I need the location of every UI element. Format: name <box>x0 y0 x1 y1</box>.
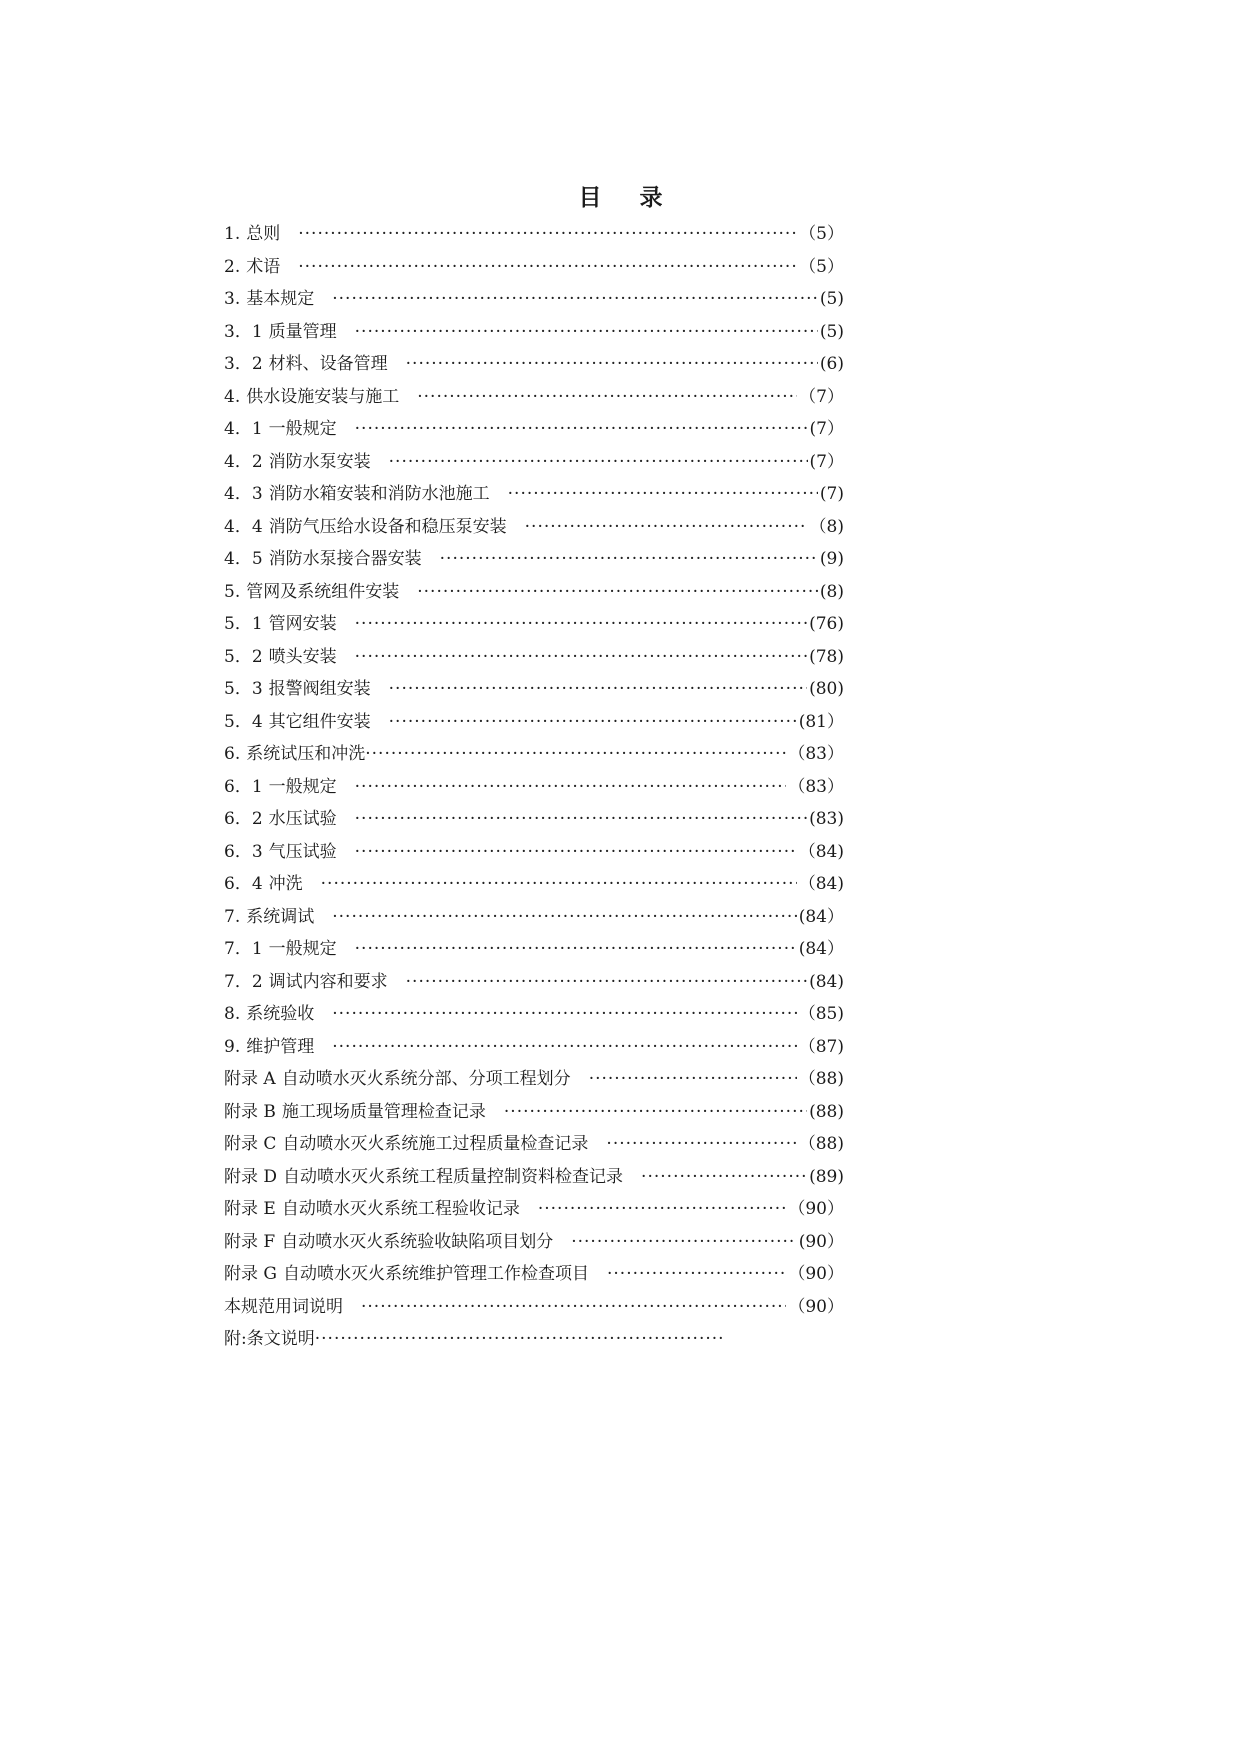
dot-leader <box>355 771 787 804</box>
toc-entry-page-number: （84) <box>798 841 844 862</box>
toc-entry-label: 总则 <box>246 224 281 244</box>
toc-entry[interactable] <box>224 998 844 1031</box>
toc-entry-page-number: (78) <box>809 646 844 667</box>
toc-entry-page-number: （90） <box>788 1296 844 1317</box>
toc-entry-label: 水压试验 <box>268 809 337 829</box>
toc-entry-number: 4. <box>224 386 241 407</box>
dot-leader <box>355 316 818 349</box>
toc-entry-page-number: （5） <box>799 224 844 244</box>
toc-entry-page-number: (80) <box>809 679 844 699</box>
toc-entry[interactable] <box>224 348 844 381</box>
toc-entry[interactable] <box>224 1128 844 1161</box>
toc-entry[interactable] <box>224 1193 844 1226</box>
toc-entry-label: 消防气压给水设备和稳压泵安装 <box>268 516 507 537</box>
toc-entry-number: 6．4 <box>224 874 263 894</box>
toc-entry-page-number: (89) <box>809 1166 844 1187</box>
toc-entry-number: 5．2 <box>224 646 263 667</box>
toc-entry[interactable] <box>224 446 844 479</box>
toc-entry-page-number: (5) <box>819 289 844 309</box>
toc-entry-number: 3．1 <box>224 321 263 342</box>
dot-leader <box>641 1161 807 1194</box>
toc-entry-number: 4．4 <box>224 516 263 537</box>
toc-entry-page-number: （90） <box>788 1199 844 1219</box>
toc-entry-page-number: (6) <box>819 354 844 374</box>
toc-entry-number: 6．1 <box>224 776 263 797</box>
toc-entry[interactable] <box>224 1031 844 1064</box>
dot-leader <box>440 543 818 576</box>
toc-entry-number: 附录 D <box>224 1166 278 1187</box>
toc-entry-number: 7. <box>224 906 241 927</box>
toc-entry-label: 管网安装 <box>268 614 337 634</box>
toc-entry[interactable] <box>224 1161 844 1194</box>
dot-leader <box>315 1323 725 1356</box>
toc-entry-label: 冲洗 <box>268 874 303 894</box>
toc-entry[interactable] <box>224 608 844 641</box>
toc-entry-label: 自动喷水灭火系统工程质量控制资料检查记录 <box>283 1166 624 1187</box>
toc-entry-number: 3．2 <box>224 354 263 374</box>
toc-entry-page-number: (7) <box>819 484 844 504</box>
dot-leader <box>355 641 807 674</box>
toc-entry-label: 气压试验 <box>268 841 337 862</box>
toc-entry-label: 一般规定 <box>268 939 337 959</box>
toc-entry[interactable] <box>224 283 844 316</box>
dot-leader <box>355 413 808 446</box>
toc-entry-number: 6. <box>224 744 241 764</box>
dot-leader <box>355 836 797 869</box>
toc-entry-label: 消防水泵安装 <box>268 451 371 472</box>
toc-entry[interactable] <box>224 218 844 251</box>
toc-entry-label: 维护管理 <box>246 1036 315 1057</box>
toc-entry-page-number: (8) <box>819 581 844 602</box>
toc-entry[interactable] <box>224 673 844 706</box>
toc-entry[interactable] <box>224 1291 844 1324</box>
dot-leader <box>389 446 808 479</box>
toc-entry-label: 本规范用词说明 <box>224 1296 343 1317</box>
toc-entry-page-number: (81） <box>798 711 844 732</box>
dot-leader <box>417 381 797 414</box>
dot-leader <box>332 283 818 316</box>
toc-entry-page-number: (88) <box>809 1101 844 1122</box>
toc-entry-label: 自动喷水灭火系统工程验收记录 <box>281 1199 520 1219</box>
toc-entry-number: 1. <box>224 224 241 244</box>
toc-entry-number: 5. <box>224 581 241 602</box>
toc-entry-label: 术语 <box>246 256 281 277</box>
toc-entry-number: 7．2 <box>224 971 263 992</box>
toc-entry-number: 附录 C <box>224 1134 277 1154</box>
toc-entry-number: 附录 F <box>224 1231 276 1252</box>
toc-entry-page-number: (90） <box>798 1231 844 1252</box>
toc-entry[interactable] <box>224 413 844 446</box>
toc-entry[interactable] <box>224 641 844 674</box>
toc-entry-label: 自动喷水灭火系统维护管理工作检查项目 <box>282 1264 589 1284</box>
toc-entry-label: 自动喷水灭火系统施工过程质量检查记录 <box>282 1134 589 1154</box>
toc-entry[interactable] <box>224 511 844 544</box>
toc-entry-page-number: (83) <box>809 809 844 829</box>
toc-entry[interactable] <box>224 1226 844 1259</box>
dot-leader <box>389 706 797 739</box>
toc-entry[interactable] <box>224 251 844 284</box>
toc-entry-label: 施工现场质量管理检查记录 <box>281 1101 486 1122</box>
toc-title-char-1: 目 <box>578 185 602 211</box>
toc-entry-number: 9. <box>224 1036 241 1057</box>
toc-entry-page-number: (84） <box>798 906 844 927</box>
dot-leader <box>365 738 786 771</box>
toc-entry[interactable] <box>224 478 844 511</box>
toc-entry-label: 质量管理 <box>268 321 337 342</box>
toc-entry-label: 系统试压和冲洗 <box>246 744 366 764</box>
toc-entry-label: 附:条文说明 <box>224 1329 315 1349</box>
toc-entry[interactable] <box>224 966 844 999</box>
dot-leader <box>332 1031 797 1064</box>
toc-entry-page-number: (5) <box>819 321 844 342</box>
toc-entry-label: 调试内容和要求 <box>268 971 388 992</box>
toc-entry-page-number: （87) <box>798 1036 844 1057</box>
toc-entry-page-number: (7） <box>809 451 844 472</box>
toc-entry-page-number: （83） <box>788 744 844 764</box>
toc-entry[interactable] <box>224 901 844 934</box>
dot-leader <box>607 1258 786 1291</box>
toc-entry-number: 6．2 <box>224 809 263 829</box>
dot-leader <box>298 218 797 251</box>
dot-leader <box>332 901 797 934</box>
toc-entry-page-number: (84） <box>798 939 844 959</box>
dot-leader <box>606 1128 796 1161</box>
toc-entry-number: 8. <box>224 1004 241 1024</box>
toc-entry[interactable] <box>224 868 844 901</box>
toc-entry[interactable] <box>224 933 844 966</box>
dot-leader <box>417 576 818 609</box>
toc-entry[interactable] <box>224 1096 844 1129</box>
toc-entry-label: 基本规定 <box>246 289 315 309</box>
toc-entry-number: 附录 B <box>224 1101 276 1122</box>
toc-entry-number: 4．5 <box>224 549 263 569</box>
dot-leader <box>406 966 807 999</box>
toc-entry-number: 7．1 <box>224 939 263 959</box>
toc-entry[interactable] <box>224 316 844 349</box>
toc-entry-number: 5．3 <box>224 679 263 699</box>
toc-entry-label: 消防水泵接合器安装 <box>268 549 422 569</box>
toc-entry-label: 报警阀组安装 <box>268 679 371 699</box>
toc-entry-label: 自动喷水灭火系统验收缺陷项目划分 <box>281 1231 554 1252</box>
dot-leader <box>571 1226 797 1259</box>
toc-entry-page-number: (9) <box>819 549 844 569</box>
toc-entry-label: 供水设施安装与施工 <box>246 386 400 407</box>
toc-title <box>0 182 1241 214</box>
dot-leader <box>508 478 818 511</box>
toc-entry-label: 其它组件安装 <box>268 711 371 732</box>
toc-entry[interactable] <box>224 381 844 414</box>
dot-leader <box>355 803 807 836</box>
toc-entry[interactable] <box>224 706 844 739</box>
toc-entry-page-number: (7） <box>809 419 844 439</box>
dot-leader <box>538 1193 787 1226</box>
toc-title-char-2: 录 <box>639 185 663 211</box>
toc-entry[interactable] <box>224 1323 844 1356</box>
toc-entry[interactable] <box>224 803 844 836</box>
toc-entry[interactable] <box>224 543 844 576</box>
toc-entry-number: 5．4 <box>224 711 263 732</box>
toc-entry-page-number: （5） <box>799 256 844 277</box>
toc-entry-page-number: (76) <box>809 614 844 634</box>
dot-leader <box>355 933 797 966</box>
dot-leader <box>332 998 797 1031</box>
toc-entry-number: 6．3 <box>224 841 263 862</box>
toc-entry-label: 系统验收 <box>246 1004 315 1024</box>
dot-leader <box>589 1063 797 1096</box>
toc-entry-number: 4．3 <box>224 484 263 504</box>
toc-entry-page-number: (84) <box>809 971 844 992</box>
dot-leader <box>504 1096 807 1129</box>
toc-entry-number: 3. <box>224 289 241 309</box>
toc-entry[interactable] <box>224 576 844 609</box>
toc-entry-label: 系统调试 <box>246 906 315 927</box>
toc-entry-page-number: （84) <box>798 874 844 894</box>
toc-entry-label: 自动喷水灭火系统分部、分项工程划分 <box>281 1069 571 1089</box>
toc-entry-number: 2. <box>224 256 241 277</box>
toc-entry-page-number: （8) <box>809 516 844 537</box>
toc-entry-label: 一般规定 <box>268 419 337 439</box>
toc-entry[interactable] <box>224 836 844 869</box>
dot-leader <box>361 1291 786 1324</box>
toc-entry-number: 5．1 <box>224 614 263 634</box>
toc-entry[interactable] <box>224 738 844 771</box>
toc-list <box>224 218 844 1356</box>
toc-entry[interactable] <box>224 1063 844 1096</box>
toc-entry-number: 附录 A <box>224 1069 276 1089</box>
toc-entry-label: 喷头安装 <box>268 646 337 667</box>
toc-entry-number: 4．1 <box>224 419 263 439</box>
toc-entry-page-number: （83） <box>788 776 844 797</box>
toc-entry-label: 消防水箱安装和消防水池施工 <box>268 484 490 504</box>
toc-entry-number: 附录 E <box>224 1199 276 1219</box>
toc-entry-page-number: （90） <box>788 1264 844 1284</box>
toc-entry-label: 一般规定 <box>268 776 337 797</box>
toc-entry-page-number: （88) <box>798 1069 844 1089</box>
dot-leader <box>298 251 797 284</box>
dot-leader <box>321 868 797 901</box>
dot-leader <box>355 608 807 641</box>
toc-entry-label: 材料、设备管理 <box>268 354 388 374</box>
toc-entry-number: 4．2 <box>224 451 263 472</box>
dot-leader <box>525 511 808 544</box>
toc-entry[interactable] <box>224 1258 844 1291</box>
dot-leader <box>406 348 818 381</box>
toc-entry-page-number: （85) <box>798 1004 844 1024</box>
toc-entry-label: 管网及系统组件安装 <box>246 581 400 602</box>
dot-leader <box>389 673 807 706</box>
toc-entry[interactable] <box>224 771 844 804</box>
toc-entry-page-number: （7） <box>799 386 844 407</box>
toc-entry-page-number: （88) <box>798 1134 844 1154</box>
toc-entry-number: 附录 G <box>224 1264 277 1284</box>
